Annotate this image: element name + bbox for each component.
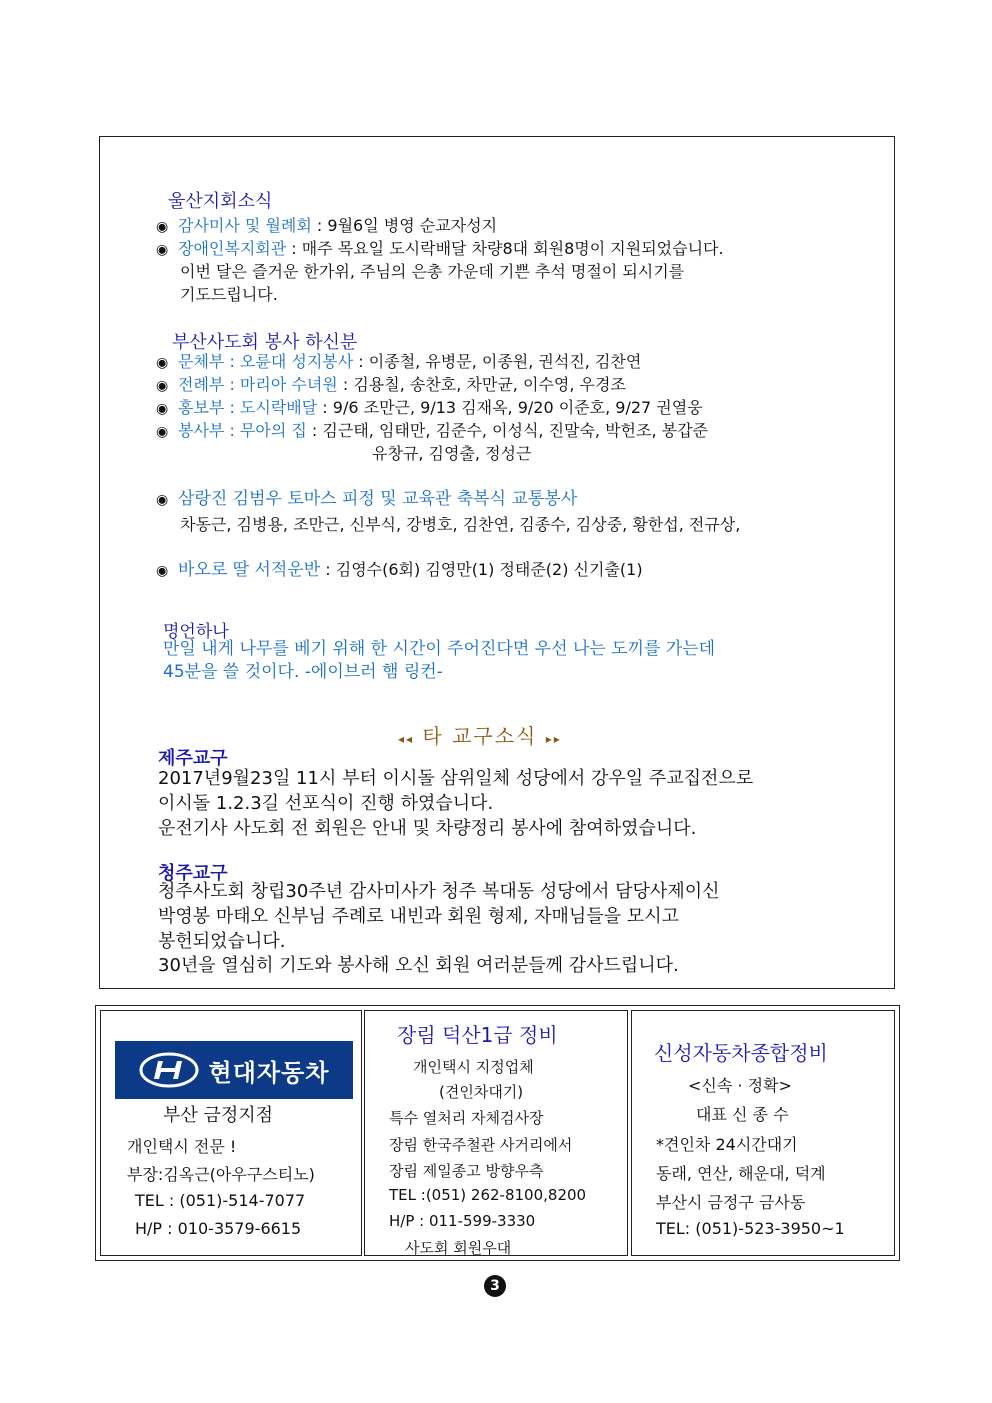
jangrim-title: 장림 덕산1급 정비 bbox=[397, 1023, 558, 1047]
jangrim-line-1: 개인택시 지정업체 bbox=[413, 1058, 534, 1076]
cheongju-line-1: 청주사도회 창립30주년 감사미사가 청주 복대동 성당에서 담당사제이신 bbox=[158, 881, 720, 902]
bullet-icon: ◉ bbox=[156, 424, 169, 440]
hyundai-line-2: 부장:김옥근(아우구스티노) bbox=[127, 1165, 315, 1184]
bullet-icon: ◉ bbox=[156, 355, 169, 371]
cheongju-line-2: 박영봉 마태오 신부님 주례로 내빈과 회원 형제, 자매님들을 모시고 bbox=[158, 906, 679, 927]
cheongju-title: 청주교구 bbox=[158, 863, 228, 884]
busan-item-4: ◉ 봉사부 : 무아의 집 : 김근태, 임태만, 김준수, 이성식, 진말숙, 박헌조, 봉갑준 bbox=[156, 419, 708, 444]
jangrim-line-5: 장림 제일종고 방향우측 bbox=[389, 1162, 544, 1180]
bullet-icon: ◉ bbox=[156, 378, 169, 394]
jangrim-tel: TEL :(051) 262-8100,8200 bbox=[389, 1186, 587, 1204]
hyundai-logo-icon bbox=[139, 1052, 199, 1088]
ad-shinsung bbox=[631, 1010, 895, 1256]
busan-item-2: ◉ 전례부 : 마리아 수녀원 : 김용칠, 송찬호, 차만균, 이수영, 우경조 bbox=[156, 373, 626, 398]
jangrim-line-3: 특수 열처리 자체검사장 bbox=[389, 1109, 544, 1127]
samnang-item: ◉ 삼랑진 김범우 토마스 피정 및 교육관 축복식 교통봉사 bbox=[156, 488, 577, 512]
ads-section bbox=[95, 1005, 900, 1261]
bullet-icon: ◉ bbox=[156, 401, 169, 417]
hyundai-line-1: 개인택시 전문 ! bbox=[127, 1137, 237, 1156]
ulsan-cont-1: 이번 달은 즐거운 한가위, 주님의 은총 가운데 기쁜 추석 명절이 되시기를 bbox=[180, 262, 685, 281]
page-number: 3 bbox=[484, 1275, 506, 1297]
jeju-line-1: 2017년9월23일 11시 부터 이시돌 삼위일체 성당에서 강우일 주교집전으로 bbox=[158, 768, 754, 789]
jangrim-line-4: 장림 한국주철관 사거리에서 bbox=[389, 1136, 573, 1154]
ulsan-cont-2: 기도드립니다. bbox=[180, 285, 278, 304]
ulsan-title: 울산지회소식 bbox=[168, 191, 273, 212]
ulsan-item-1: ◉ 감사미사 및 월례회 : 9월6일 병영 순교자성지 bbox=[156, 214, 497, 239]
cheongju-line-3: 봉헌되었습니다. bbox=[158, 931, 286, 952]
shinsung-tel: TEL: (051)-523-3950~1 bbox=[656, 1219, 845, 1238]
busan-title: 부산사도회 봉사 하신분 bbox=[172, 332, 358, 353]
hyundai-branch: 부산 금정지점 bbox=[163, 1105, 274, 1126]
paul-item: ◉ 바오로 딸 서적운반 : 김영수(6회) 김영만(1) 정태준(2) 신기출(1) bbox=[156, 558, 643, 583]
busan-cont: 유창규, 김영출, 정성근 bbox=[372, 444, 532, 463]
jeju-line-3: 운전기사 사도회 전 회원은 안내 및 차량정리 봉사에 참여하였습니다. bbox=[158, 818, 697, 839]
jangrim-line-8: 사도회 회원우대 bbox=[405, 1239, 512, 1257]
jeju-line-2: 이시돌 1.2.3길 선포식이 진행 하였습니다. bbox=[158, 793, 494, 814]
ornament-left-icon: ◂◂ bbox=[398, 732, 415, 746]
hyundai-tel: TEL : (051)-514-7077 bbox=[135, 1191, 306, 1210]
ulsan-item-2: ◉ 장애인복지회관 : 매주 목요일 도시락배달 차량8대 회원8명이 지원되었습니다. bbox=[156, 237, 724, 262]
busan-item-1: ◉ 문체부 : 오륜대 성지봉사 : 이종철, 유병문, 이종원, 권석진, 김찬연 bbox=[156, 350, 641, 375]
bullet-icon: ◉ bbox=[156, 219, 169, 235]
quote-line-1: 만일 내게 나무를 베기 위해 한 시간이 주어진다면 우선 나는 도끼를 가는데 bbox=[163, 639, 716, 659]
shinsung-line-1: <신속 · 정확> bbox=[688, 1076, 792, 1095]
shinsung-line-5: 부산시 금정구 금사동 bbox=[656, 1193, 806, 1212]
bullet-icon: ◉ bbox=[156, 492, 169, 508]
other-diocese-title: ◂◂ 타 교구소식 ▸▸ bbox=[398, 724, 562, 748]
shinsung-line-4: 동래, 연산, 해운대, 덕계 bbox=[656, 1164, 826, 1183]
quote-title: 명언하나 bbox=[163, 622, 229, 642]
main-news-box bbox=[99, 136, 895, 989]
shinsung-line-3: *견인차 24시간대기 bbox=[656, 1135, 798, 1154]
busan-item-3: ◉ 홍보부 : 도시락배달 : 9/6 조만근, 9/13 김재옥, 9/20 이준호, 9/27 권열웅 bbox=[156, 396, 703, 421]
ad-hyundai bbox=[100, 1010, 362, 1256]
hyundai-hp: H/P : 010-3579-6615 bbox=[135, 1219, 302, 1238]
ad-jangrim bbox=[364, 1010, 628, 1256]
quote-line-2: 45분을 쓸 것이다. -에이브러 햄 링컨- bbox=[163, 662, 443, 682]
jangrim-line-2: (견인차대기) bbox=[439, 1083, 524, 1101]
cheongju-line-4: 30년을 열심히 기도와 봉사해 오신 회원 여러분들께 감사드립니다. bbox=[158, 955, 679, 976]
bullet-icon: ◉ bbox=[156, 242, 169, 258]
shinsung-line-2: 대표 신 종 수 bbox=[696, 1105, 789, 1124]
hyundai-logo: 현대자동차 bbox=[115, 1041, 353, 1099]
samnang-text: 차동근, 김병용, 조만근, 신부식, 강병호, 김찬연, 김종수, 김상중, 황한섭, 전규상, bbox=[180, 515, 741, 534]
shinsung-title: 신성자동차종합정비 bbox=[654, 1041, 828, 1065]
jangrim-hp: H/P : 011-599-3330 bbox=[389, 1212, 536, 1230]
ornament-right-icon: ▸▸ bbox=[545, 732, 562, 746]
jeju-title: 제주교구 bbox=[158, 748, 228, 769]
bullet-icon: ◉ bbox=[156, 563, 169, 579]
